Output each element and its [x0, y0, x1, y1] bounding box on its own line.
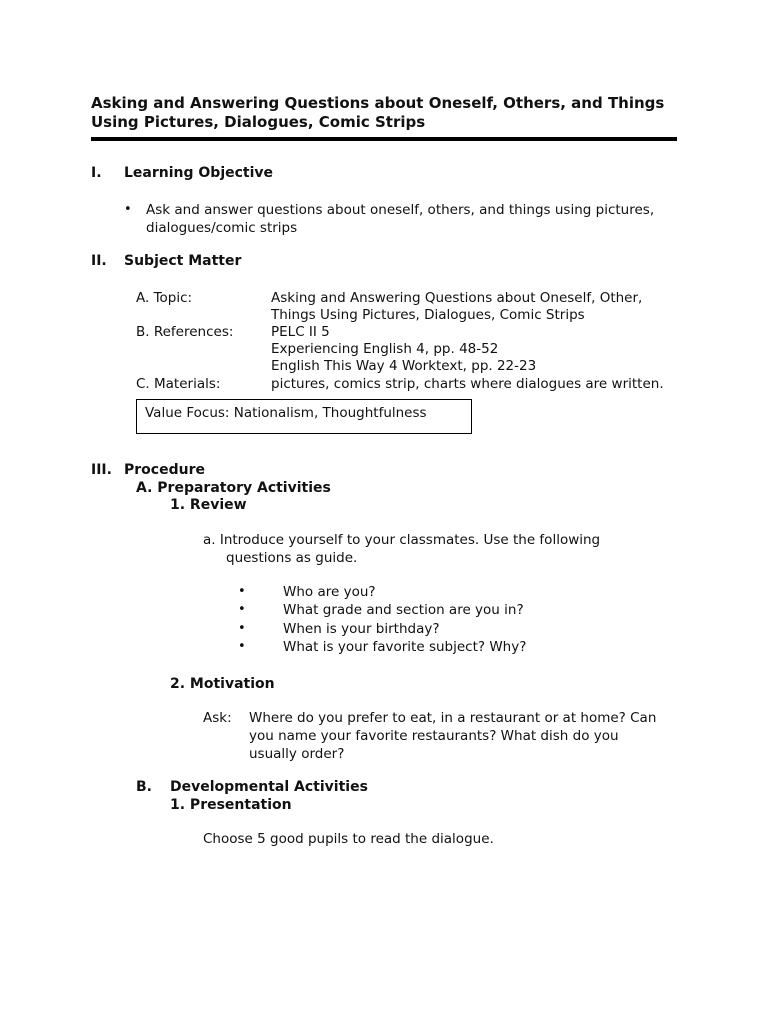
ask-line-2: you name your favorite restaurants? What dish do you	[249, 728, 619, 744]
review-heading: 1. Review	[170, 497, 247, 513]
section-3-heading: Procedure	[124, 462, 205, 478]
reference-1: PELC II 5	[271, 324, 330, 340]
reference-3: English This Way 4 Worktext, pp. 22-23	[271, 358, 537, 374]
question-3: When is your birthday?	[283, 621, 440, 637]
materials-label: C. Materials:	[136, 376, 221, 392]
section-1-heading: Learning Objective	[124, 165, 274, 181]
document-title-line-2: Using Pictures, Dialogues, Comic Strips	[91, 113, 426, 131]
ask-line-3: usually order?	[249, 746, 345, 762]
preparatory-activities-heading: A. Preparatory Activities	[136, 480, 331, 496]
section-1-number: I.	[91, 165, 102, 181]
developmental-activities-heading: Developmental Activities	[170, 779, 368, 795]
review-item-a-line-1: a. Introduce yourself to your classmates. Use the following	[203, 532, 601, 548]
reference-2: Experiencing English 4, pp. 48-52	[271, 341, 499, 357]
developmental-activities-letter: B.	[136, 779, 152, 795]
question-bullet-icon: •	[238, 602, 246, 617]
topic-line-2: Things Using Pictures, Dialogues, Comic Strips	[271, 307, 585, 323]
title-rule	[91, 137, 677, 141]
presentation-heading: 1. Presentation	[170, 797, 292, 813]
question-bullet-icon: •	[238, 621, 246, 636]
motivation-heading: 2. Motivation	[170, 676, 275, 692]
section-2-number: II.	[91, 253, 107, 269]
presentation-text: Choose 5 good pupils to read the dialogue.	[203, 831, 494, 847]
topic-line-1: Asking and Answering Questions about Oneself, Other,	[271, 290, 643, 306]
materials-text: pictures, comics strip, charts where dialogues are written.	[271, 376, 664, 392]
value-focus-text: Value Focus: Nationalism, Thoughtfulness	[145, 405, 427, 421]
objective-bullet-icon: •	[124, 202, 132, 217]
question-bullet-icon: •	[238, 639, 246, 654]
ask-label: Ask:	[203, 710, 232, 726]
question-2: What grade and section are you in?	[283, 602, 524, 618]
question-4: What is your favorite subject? Why?	[283, 639, 527, 655]
section-2-heading: Subject Matter	[124, 253, 242, 269]
section-3-number: III.	[91, 462, 112, 478]
objective-line-2: dialogues/comic strips	[146, 220, 298, 236]
ask-line-1: Where do you prefer to eat, in a restaurant or at home? Can	[249, 710, 657, 726]
question-1: Who are you?	[283, 584, 376, 600]
references-label: B. References:	[136, 324, 234, 340]
document-title-line-1: Asking and Answering Questions about Oneself, Others, and Things	[91, 94, 665, 112]
objective-line-1: Ask and answer questions about oneself, others, and things using pictures,	[146, 202, 655, 218]
topic-label: A. Topic:	[136, 290, 193, 306]
question-bullet-icon: •	[238, 584, 246, 599]
review-item-a-line-2: questions as guide.	[226, 550, 358, 566]
